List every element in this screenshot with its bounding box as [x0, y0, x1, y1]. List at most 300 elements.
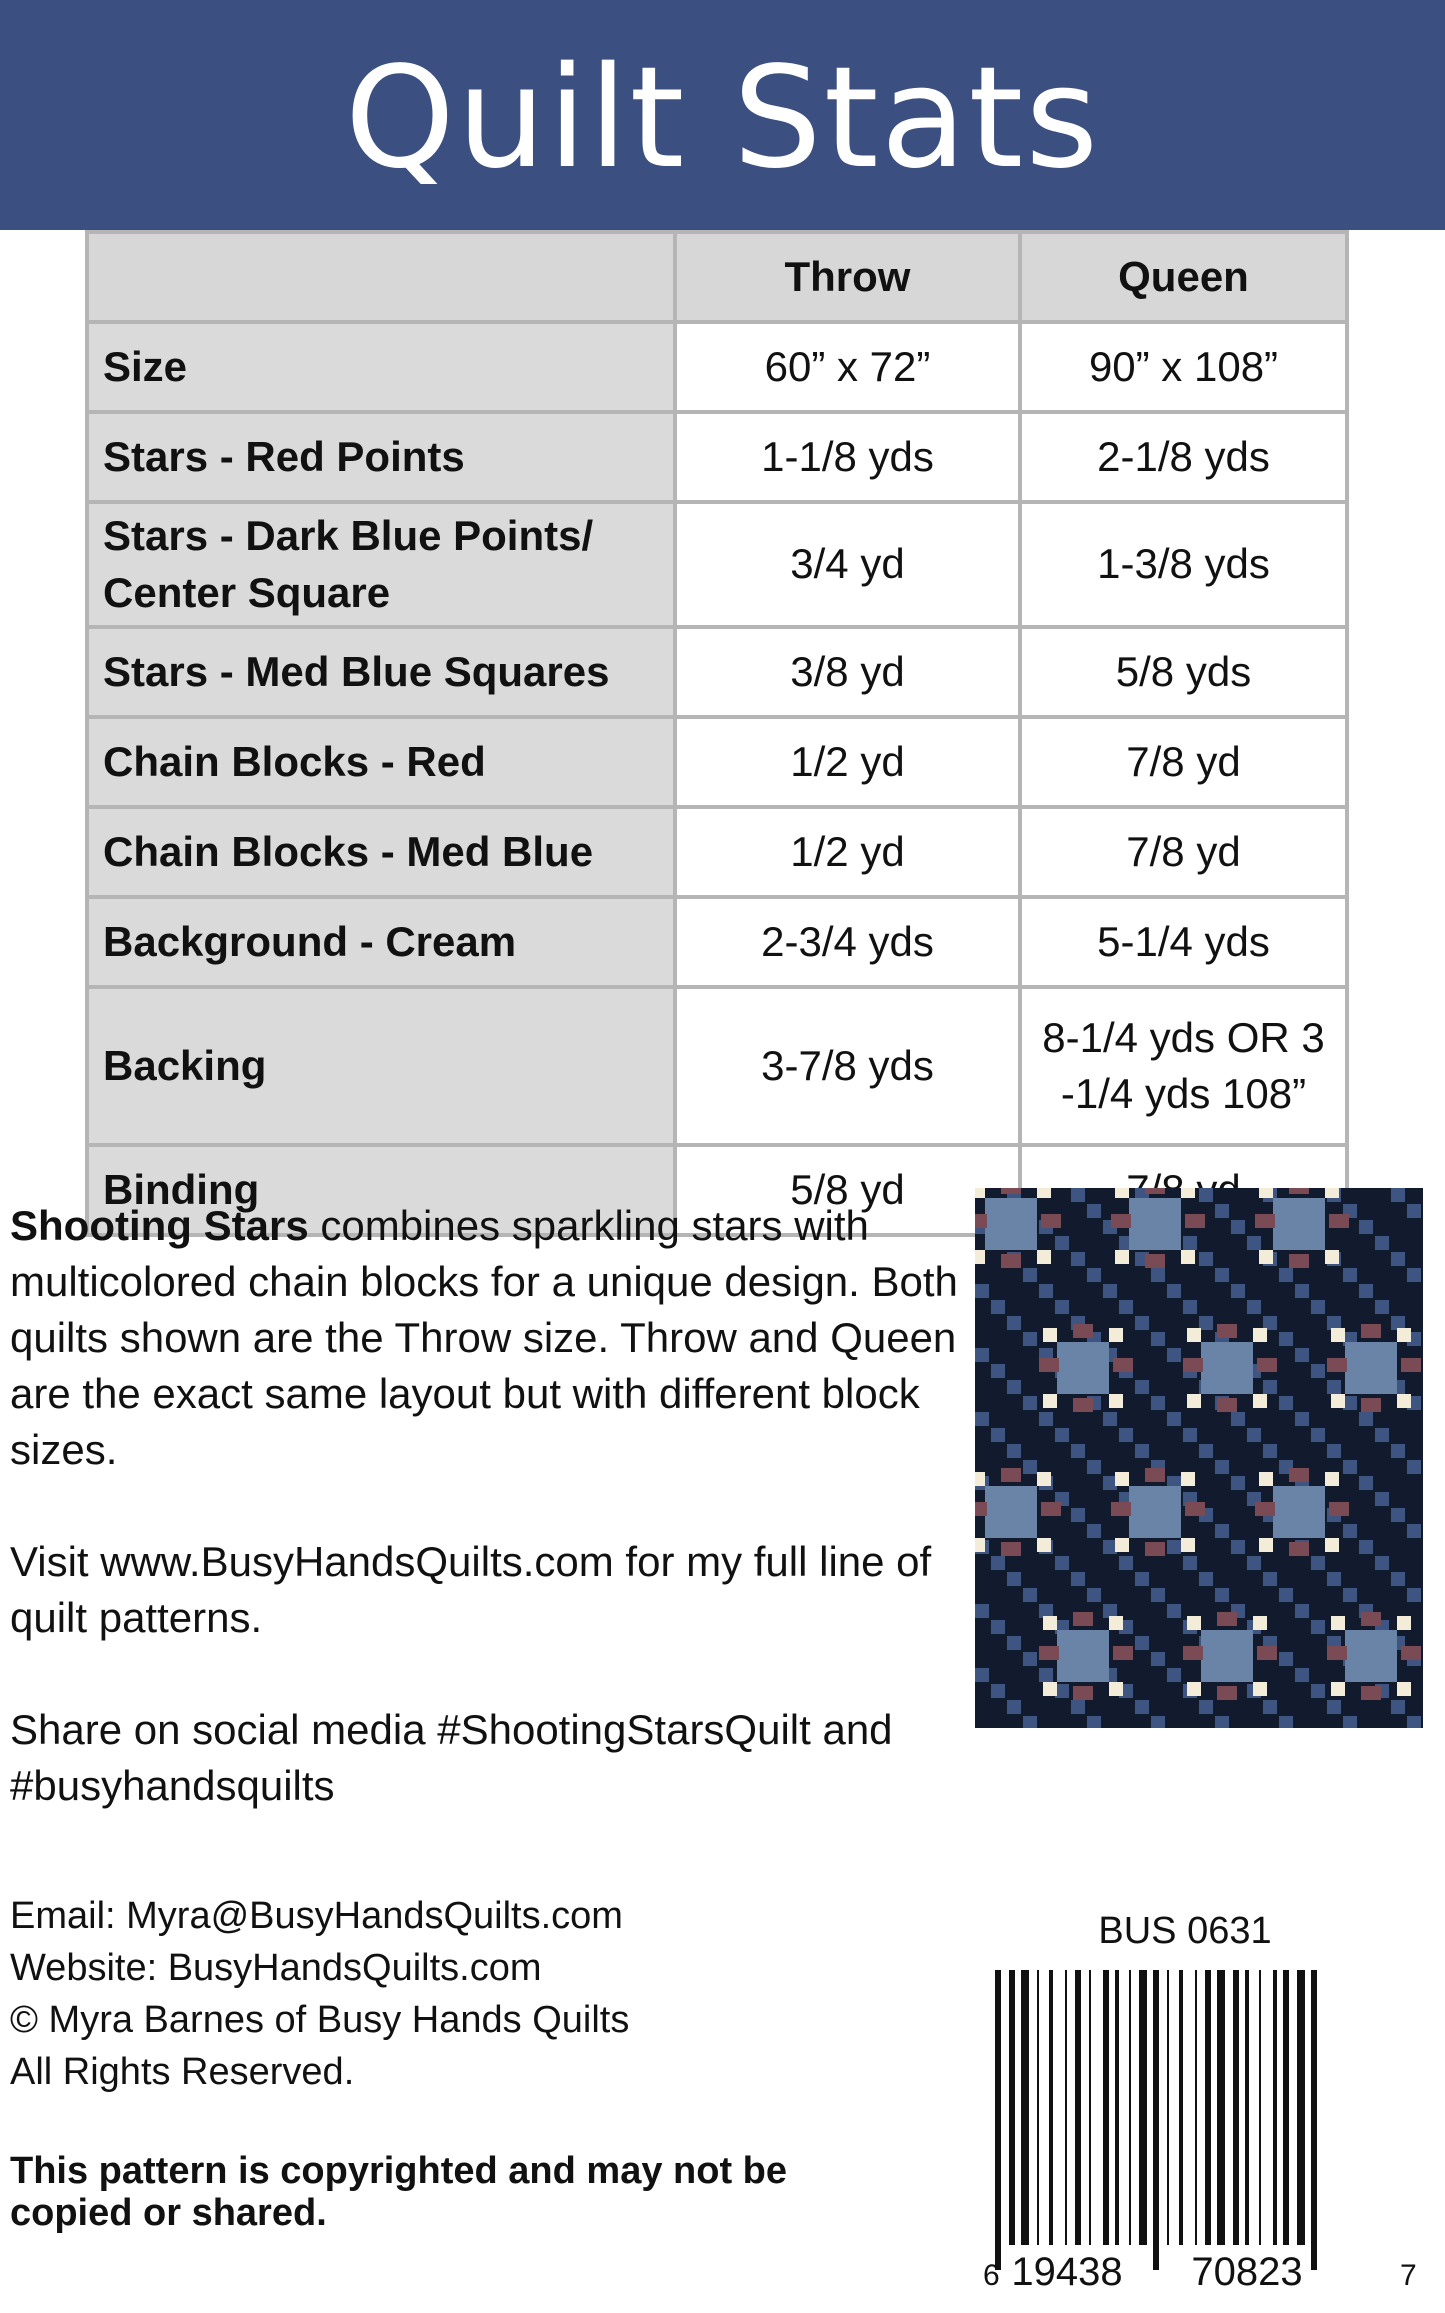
copyright-notice: This pattern is copyrighted and may not be copied or shared. [10, 2150, 787, 2234]
chain-square [1071, 1252, 1085, 1266]
star-red-point [1327, 1646, 1347, 1660]
star-center [1129, 1198, 1181, 1250]
star-red-point [1001, 1468, 1021, 1482]
chain-square [1231, 1284, 1245, 1298]
table-header-row [87, 232, 1347, 322]
star-red-point [1039, 1646, 1059, 1660]
star-red-point [1185, 1502, 1205, 1516]
visit-paragraph: Visit www.BusyHandsQuilts.com for my full line of quilt patterns. [10, 1538, 932, 1641]
chain-square [1247, 1556, 1261, 1570]
chain-square [1263, 1572, 1277, 1586]
chain-square [1023, 1716, 1037, 1728]
star-point [1253, 1682, 1267, 1696]
chain-square [1039, 1668, 1053, 1682]
star-point [1043, 1682, 1057, 1696]
barcode-bar [1195, 1970, 1197, 2245]
chain-square [1039, 1412, 1053, 1426]
copyright-line: © Myra Barnes of Busy Hands Quilts [10, 1999, 630, 2041]
star-red-point [1361, 1612, 1381, 1626]
chain-square [1055, 1428, 1069, 1442]
chain-square [1327, 1444, 1341, 1458]
chain-square [1391, 1316, 1405, 1330]
star-point [1037, 1538, 1051, 1552]
chain-square [1359, 1284, 1373, 1298]
queen-value: 1-3/8 yds [1020, 502, 1347, 627]
throw-value: 1-1/8 yds [675, 412, 1020, 502]
star-red-point [1361, 1398, 1381, 1412]
chain-square [1391, 1252, 1405, 1266]
pattern-name: Shooting Stars [10, 1202, 309, 1249]
star-red-point [1113, 1358, 1133, 1372]
star-point [1397, 1394, 1411, 1408]
star-point [1037, 1188, 1051, 1198]
queen-value: 2-1/8 yds [1020, 412, 1347, 502]
chain-square [1327, 1572, 1341, 1586]
table-row [87, 807, 1347, 897]
barcode-bar [1115, 1970, 1119, 2245]
queen-value: 90” x 108” [1020, 322, 1347, 412]
star-red-point [1001, 1254, 1021, 1268]
star-point [1115, 1188, 1129, 1198]
star-red-point [1073, 1324, 1093, 1338]
chain-square [1407, 1204, 1421, 1218]
row-label-line: Center Square [103, 568, 391, 616]
chain-square [1215, 1268, 1229, 1282]
barcode-bar [1273, 1970, 1277, 2245]
star-red-point [1217, 1324, 1237, 1338]
star-point [1109, 1394, 1123, 1408]
chain-square [1087, 1524, 1101, 1538]
row-label: Background - Cream [87, 897, 675, 987]
star-red-point [1327, 1358, 1347, 1372]
star-point [1259, 1250, 1273, 1264]
chain-square [1407, 1588, 1421, 1602]
chain-square [1087, 1460, 1101, 1474]
barcode [975, 1970, 1423, 2300]
chain-square [1103, 1540, 1117, 1554]
barcode-bar [1037, 1970, 1039, 2245]
chain-square [1055, 1300, 1069, 1314]
chain-square [1375, 1300, 1389, 1314]
star-point [1109, 1682, 1123, 1696]
star-point [1187, 1394, 1201, 1408]
share-paragraph: Share on social media #ShootingStarsQuilt and #busyhandsquilts [10, 1706, 893, 1809]
star-point [1331, 1328, 1345, 1342]
page-title: Quilt Stats [344, 37, 1101, 200]
row-label: Chain Blocks - Red [87, 717, 675, 807]
throw-value: 3-7/8 yds [675, 987, 1020, 1145]
chain-square [1151, 1268, 1165, 1282]
star-center [1345, 1630, 1397, 1682]
chain-square [1295, 1284, 1309, 1298]
star-point [1397, 1328, 1411, 1342]
chain-square [1279, 1652, 1293, 1666]
star-point [1043, 1394, 1057, 1408]
chain-square [1343, 1396, 1357, 1410]
star-point [1115, 1250, 1129, 1264]
chain-square [1007, 1700, 1021, 1714]
chain-square [991, 1364, 1005, 1378]
chain-square [1407, 1524, 1421, 1538]
star-red-point [1073, 1686, 1093, 1700]
star-red-point [1001, 1542, 1021, 1556]
star-red-point [1039, 1358, 1059, 1372]
star-point [1043, 1616, 1057, 1630]
throw-value: 60” x 72” [675, 322, 1020, 412]
chain-square [1375, 1556, 1389, 1570]
chain-square [1167, 1348, 1181, 1362]
star-point [1181, 1188, 1195, 1198]
star-center [1201, 1342, 1253, 1394]
barcode-bar [1283, 1970, 1289, 2245]
throw-value: 3/4 yd [675, 502, 1020, 627]
chain-square [991, 1428, 1005, 1442]
chain-square [1311, 1300, 1325, 1314]
chain-square [975, 1348, 989, 1362]
star-red-point [1183, 1358, 1203, 1372]
star-red-point [1041, 1214, 1061, 1228]
throw-value: 1/2 yd [675, 807, 1020, 897]
row-label: Backing [87, 987, 675, 1145]
star-center [1201, 1630, 1253, 1682]
barcode-bar [1245, 1970, 1249, 2245]
star-red-point [1111, 1502, 1131, 1516]
chain-square [1311, 1556, 1325, 1570]
chain-square [1375, 1492, 1389, 1506]
table-row [87, 502, 1347, 627]
chain-square [1103, 1604, 1117, 1618]
chain-square [1135, 1700, 1149, 1714]
contact-website: Website: BusyHandsQuilts.com [10, 1947, 542, 1989]
chain-square [1263, 1444, 1277, 1458]
chain-square [1375, 1236, 1389, 1250]
throw-value: 3/8 yd [675, 627, 1020, 717]
chain-square [1311, 1620, 1325, 1634]
chain-square [1055, 1236, 1069, 1250]
chain-square [1199, 1316, 1213, 1330]
chain-square [1247, 1300, 1261, 1314]
chain-square [1215, 1204, 1229, 1218]
chain-square [1295, 1412, 1309, 1426]
barcode-bar [1217, 1970, 1225, 2245]
intro-text: combines sparkling stars with multicolored chain blocks for a unique design. Both quilts shown are the Throw size. Throw and Queen are the exact same layout but with different block sizes. [10, 1202, 958, 1473]
star-red-point [1289, 1468, 1309, 1482]
star-point [1109, 1616, 1123, 1630]
chain-square [1359, 1540, 1373, 1554]
chain-square [1391, 1572, 1405, 1586]
star-red-point [1041, 1502, 1061, 1516]
chain-square [991, 1300, 1005, 1314]
row-label: Stars - Med Blue Squares [87, 627, 675, 717]
star-point [1325, 1188, 1339, 1198]
chain-square [1071, 1508, 1085, 1522]
chain-square [1103, 1476, 1117, 1490]
star-point [1187, 1328, 1201, 1342]
chain-square [1407, 1716, 1421, 1728]
star-center [1273, 1198, 1325, 1250]
chain-square [1263, 1380, 1277, 1394]
star-red-point [1001, 1188, 1021, 1194]
chain-square [991, 1684, 1005, 1698]
row-label: Size [87, 322, 675, 412]
chain-square [1103, 1284, 1117, 1298]
chain-square [1199, 1700, 1213, 1714]
chain-square [1231, 1540, 1245, 1554]
chain-square [1343, 1716, 1357, 1728]
star-red-point [1145, 1188, 1165, 1194]
chain-square [1199, 1444, 1213, 1458]
star-red-point [1401, 1358, 1421, 1372]
chain-square [975, 1604, 989, 1618]
table-row [87, 987, 1347, 1145]
star-red-point [1111, 1214, 1131, 1228]
chain-square [1071, 1188, 1085, 1202]
queen-value: 7/8 yd [1020, 717, 1347, 807]
chain-square [1279, 1268, 1293, 1282]
chain-square [1279, 1332, 1293, 1346]
star-point [1115, 1538, 1129, 1552]
star-red-point [1361, 1324, 1381, 1338]
chain-square [1327, 1700, 1341, 1714]
star-point [1181, 1250, 1195, 1264]
chain-square [1135, 1572, 1149, 1586]
header-banner [0, 0, 1445, 230]
chain-square [1327, 1380, 1341, 1394]
chain-square [1391, 1188, 1405, 1202]
star-red-point [1145, 1542, 1165, 1556]
queen-value: 7/8 yd [1020, 807, 1347, 897]
throw-value: 2-3/4 yds [675, 897, 1020, 987]
star-point [1331, 1616, 1345, 1630]
chain-square [1407, 1460, 1421, 1474]
star-center [985, 1486, 1037, 1538]
contact-info [10, 1890, 910, 2098]
chain-square [1135, 1444, 1149, 1458]
chain-square [1151, 1588, 1165, 1602]
table-row [87, 322, 1347, 412]
star-red-point [1329, 1502, 1349, 1516]
star-point [1181, 1472, 1195, 1486]
chain-square [1295, 1604, 1309, 1618]
chain-square [1375, 1428, 1389, 1442]
star-point [1037, 1250, 1051, 1264]
chain-square [1167, 1412, 1181, 1426]
chain-square [1119, 1300, 1133, 1314]
chain-square [1295, 1348, 1309, 1362]
row-label: Chain Blocks - Med Blue [87, 807, 675, 897]
barcode-digit-lead: 6 [983, 2259, 1000, 2292]
chain-square [1119, 1428, 1133, 1442]
star-red-point [1289, 1542, 1309, 1556]
column-header-queen: Queen [1020, 232, 1347, 322]
star-point [1325, 1250, 1339, 1264]
star-red-point [1255, 1502, 1275, 1516]
chain-square [1231, 1476, 1245, 1490]
star-point [1187, 1682, 1201, 1696]
star-point [1397, 1616, 1411, 1630]
row-label-line: Stars - Dark Blue Points/ [103, 512, 594, 559]
star-center [1057, 1342, 1109, 1394]
chain-square [1135, 1380, 1149, 1394]
star-red-point [1073, 1398, 1093, 1412]
chain-square [1359, 1476, 1373, 1490]
chain-square [1199, 1188, 1213, 1202]
barcode-bar [1297, 1970, 1305, 2245]
chain-square [1247, 1236, 1261, 1250]
barcode-bar [1049, 1970, 1053, 2245]
chain-square [1215, 1524, 1229, 1538]
barcode-bar [1129, 1970, 1131, 2245]
barcode-bar [1311, 1970, 1317, 2270]
star-red-point [1401, 1646, 1421, 1660]
chain-square [1023, 1588, 1037, 1602]
chain-square [1103, 1412, 1117, 1426]
chain-square [1391, 1700, 1405, 1714]
intro-paragraph [10, 1198, 960, 1478]
barcode-bar [995, 1970, 1001, 2270]
star-point [975, 1538, 985, 1552]
barcode-bar [1103, 1970, 1109, 2245]
barcode-bar [1233, 1970, 1239, 2245]
chain-square [1087, 1268, 1101, 1282]
chain-square [1039, 1284, 1053, 1298]
chain-square [1023, 1332, 1037, 1346]
barcode-bar [1153, 1970, 1159, 2270]
chain-square [1007, 1316, 1021, 1330]
chain-square [1023, 1460, 1037, 1474]
star-point [1325, 1538, 1339, 1552]
barcode-bar [1167, 1970, 1169, 2245]
barcode-digits-right: 70823 [1191, 2250, 1303, 2294]
star-center [1129, 1486, 1181, 1538]
table-row [87, 717, 1347, 807]
star-red-point [1257, 1646, 1277, 1660]
throw-value: 5/8 yd [675, 1145, 1020, 1235]
star-point [975, 1472, 985, 1486]
queen-value-line: -1/4 yds 108” [1060, 1070, 1307, 1118]
star-point [975, 1250, 985, 1264]
chain-square [1279, 1716, 1293, 1728]
chain-square [1071, 1572, 1085, 1586]
chain-square [975, 1668, 989, 1682]
row-label [87, 502, 675, 627]
chain-square [1327, 1316, 1341, 1330]
chain-square [1263, 1316, 1277, 1330]
chain-square [975, 1284, 989, 1298]
chain-square [1247, 1428, 1261, 1442]
star-center [985, 1198, 1037, 1250]
chain-square [1151, 1332, 1165, 1346]
star-red-point [1257, 1358, 1277, 1372]
star-red-point [1073, 1612, 1093, 1626]
chain-square [1343, 1524, 1357, 1538]
table-row [87, 897, 1347, 987]
chain-square [1231, 1412, 1245, 1426]
star-point [1253, 1394, 1267, 1408]
chain-square [1167, 1604, 1181, 1618]
barcode-bar [1021, 1970, 1029, 2245]
chain-square [1215, 1588, 1229, 1602]
chain-square [1263, 1700, 1277, 1714]
star-red-point [1217, 1612, 1237, 1626]
queen-value: 5-1/4 yds [1020, 897, 1347, 987]
chain-square [991, 1556, 1005, 1570]
star-point [1043, 1328, 1057, 1342]
chain-square [975, 1412, 989, 1426]
chain-square [1007, 1572, 1021, 1586]
barcode-bar [1075, 1970, 1081, 2245]
chain-square [1359, 1220, 1373, 1234]
chain-square [1087, 1588, 1101, 1602]
chain-square [1279, 1588, 1293, 1602]
star-center [1345, 1342, 1397, 1394]
star-point [1325, 1472, 1339, 1486]
table-row [87, 412, 1347, 502]
star-center [1273, 1486, 1325, 1538]
column-header-throw: Throw [675, 232, 1020, 322]
chain-square [1343, 1588, 1357, 1602]
barcode-digit-check: 7 [1400, 2259, 1417, 2292]
chain-square [1023, 1652, 1037, 1666]
star-red-point [1361, 1686, 1381, 1700]
queen-value-line: 8-1/4 yds OR 3 [1042, 1013, 1325, 1061]
star-point [1259, 1472, 1273, 1486]
star-point [1181, 1538, 1195, 1552]
star-red-point [1217, 1398, 1237, 1412]
barcode-bar [1089, 1970, 1091, 2245]
chain-square [1007, 1380, 1021, 1394]
star-point [1331, 1394, 1345, 1408]
chain-square [1295, 1668, 1309, 1682]
row-label: Binding [87, 1145, 675, 1235]
star-red-point [1185, 1214, 1205, 1228]
chain-square [1183, 1300, 1197, 1314]
chain-square [1183, 1428, 1197, 1442]
chain-square [1343, 1268, 1357, 1282]
row-label: Stars - Red Points [87, 412, 675, 502]
star-center [1057, 1630, 1109, 1682]
chain-square [1119, 1556, 1133, 1570]
star-point [1253, 1328, 1267, 1342]
star-point [1253, 1616, 1267, 1630]
chain-square [1039, 1604, 1053, 1618]
barcode-bar [1009, 1970, 1015, 2245]
chain-square [1391, 1444, 1405, 1458]
chain-square [1279, 1396, 1293, 1410]
chain-square [1167, 1284, 1181, 1298]
chain-square [1151, 1396, 1165, 1410]
quilt-photo [975, 1188, 1423, 1728]
queen-value: 5/8 yds [1020, 627, 1347, 717]
chain-square [1311, 1684, 1325, 1698]
star-red-point [1113, 1646, 1133, 1660]
star-point [1259, 1188, 1273, 1198]
star-red-point [1289, 1188, 1309, 1194]
barcode-digits-left: 19438 [1011, 2250, 1123, 2294]
chain-square [1055, 1684, 1069, 1698]
chain-square [1183, 1556, 1197, 1570]
rights-line: All Rights Reserved. [10, 2051, 355, 2093]
star-red-point [1217, 1686, 1237, 1700]
chain-square [1407, 1268, 1421, 1282]
star-point [1259, 1538, 1273, 1552]
star-point [1109, 1328, 1123, 1342]
queen-value [1020, 987, 1347, 1145]
star-red-point [1255, 1214, 1275, 1228]
chain-square [1199, 1572, 1213, 1586]
star-red-point [975, 1214, 987, 1228]
barcode-bars [995, 1970, 1317, 2270]
